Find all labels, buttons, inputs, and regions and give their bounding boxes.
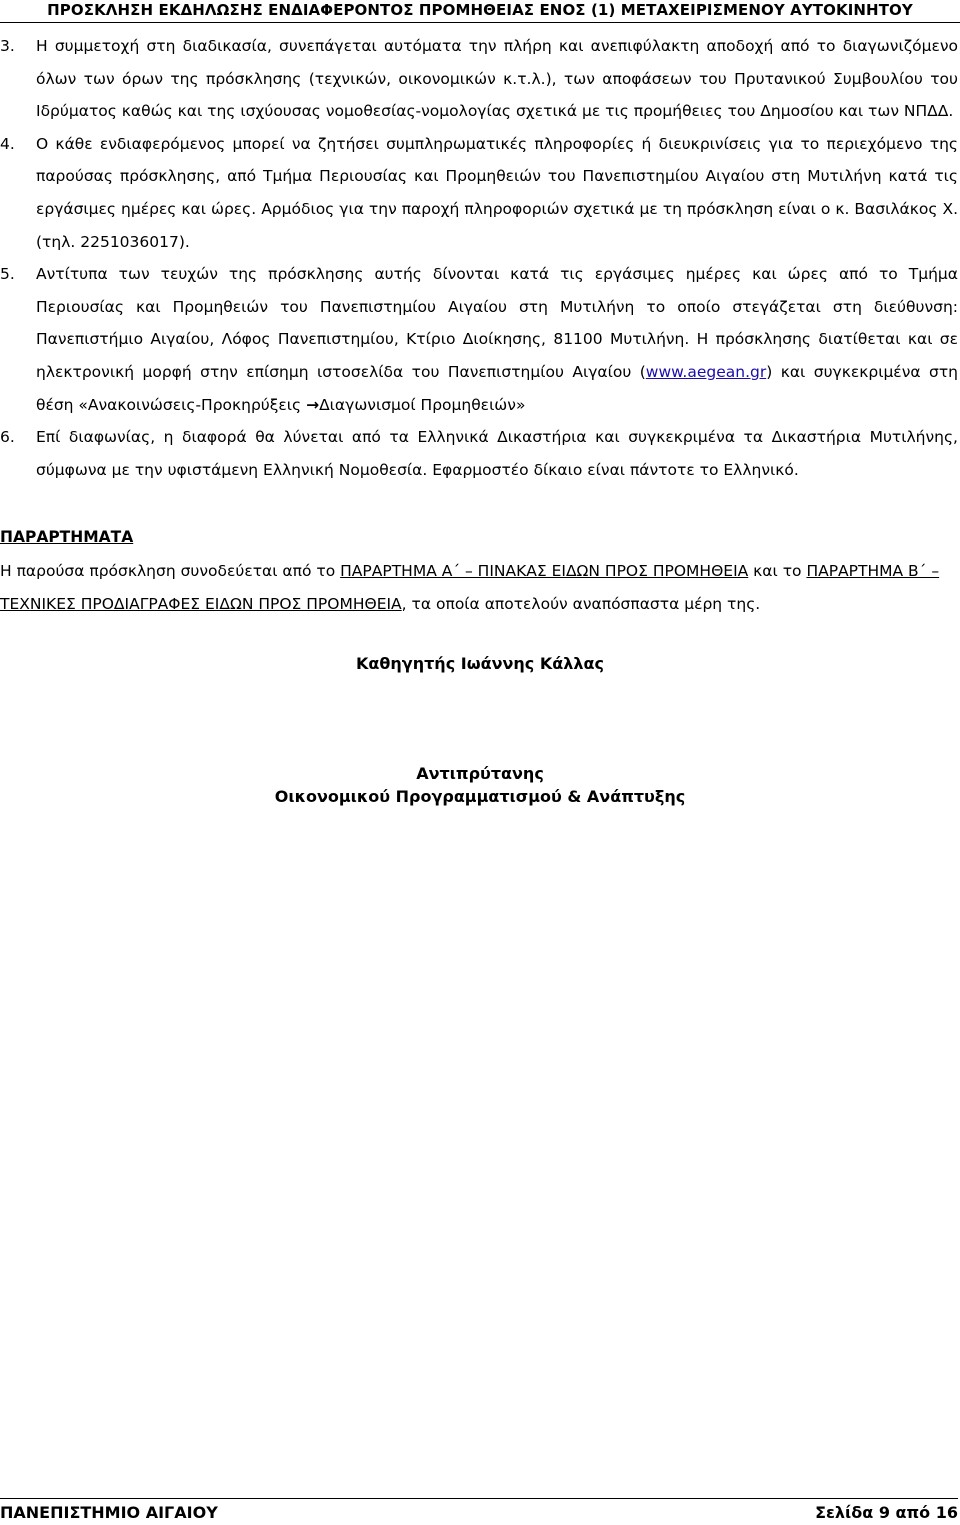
item-number: 6.	[0, 428, 15, 447]
page-footer	[0, 1498, 958, 1523]
list-item-3	[0, 30, 958, 128]
appendices-section	[0, 524, 958, 621]
item-text-end: Διαγωνισμοί Προμηθειών»	[319, 395, 526, 414]
signatory-role-line2: Οικονομικού Προγραμματισμού & Ανάπτυξης	[274, 787, 686, 806]
item-number: 4.	[0, 134, 15, 153]
list-item-5	[0, 258, 958, 421]
item-number: 3.	[0, 37, 15, 55]
page-header	[0, 0, 960, 23]
signatory-role	[0, 762, 960, 808]
item-text: Επί διαφωνίας, η διαφορά θα λύνεται από τα Ελληνικά Δικαστήρια και συγκεκριμένα τα Δικαστήρια Μυτιλήνης, σύμφωνα με την υφιστάμενη Ελληνική Νομοθεσία. Εφαρμοστέο δίκαιο είναι πάντοτε το Ελληνικό.	[36, 428, 958, 479]
aegean-website-link[interactable]: www.aegean.gr	[645, 362, 767, 381]
signatory-role-line1: Αντιπρύτανης	[416, 764, 544, 783]
appendices-text	[0, 555, 958, 621]
item-text: Ο κάθε ενδιαφερόμενος μπορεί να ζητήσει συμπληρωματικές πληροφορίες ή διευκρινίσεις για το περιεχόμενο της παρούσας πρόσκλησης, από Τμήμα Περιουσίας και Προμηθειών του Πανεπιστημίου Αιγαίου στη Μυτιλήνη κατά τις εργάσιμες ημέρες και ώρες. Αρμόδιος για την παροχή πληροφοριών σχετικά με τη πρόσκληση είναι ο κ. Βασιλάκος Χ. (τηλ. 2251036017).	[36, 134, 958, 251]
appendices-text-c: , τα οποία αποτελούν αναπόσπαστα μέρη της.	[401, 595, 761, 613]
footer-page-number: Σελίδα 9 από 16	[815, 1503, 958, 1522]
signatory-name: Καθηγητής Ιωάννης Κάλλας	[356, 654, 604, 673]
annex-b-label: ΠΑΡΑΡΤΗΜΑ Β΄ – ΤΕΧΝΙΚΕΣ ΠΡΟΔΙΑΓΡΑΦΕΣ ΕΙΔΩΝ ΠΡΟΣ ΠΡΟΜΗΘΕΙΑ	[0, 562, 940, 613]
footer-university: ΠΑΝΕΠΙΣΤΗΜΙΟ ΑΙΓΑΙΟΥ	[0, 1503, 218, 1522]
item-text-after: ) και συγκεκριμένα στη θέση «Ανακοινώσεις-Προκηρύξεις	[36, 362, 958, 414]
item-text	[36, 258, 958, 421]
list-item-4	[0, 128, 958, 258]
header-title: ΠΡΟΣΚΛΗΣΗ ΕΚΔΗΛΩΣΗΣ ΕΝΔΙΑΦΕΡΟΝΤΟΣ ΠΡΟΜΗΘΕΙΑΣ ΕΝΟΣ (1) ΜΕΤΑΧΕΙΡΙΣΜΕΝΟΥ ΑΥΤΟΚΙΝΗΤΟΥ	[47, 1, 913, 19]
appendices-title: ΠΑΡΑΡΤΗΜΑΤΑ	[0, 528, 134, 546]
arrow-right-icon: →	[306, 395, 320, 414]
terms-list	[0, 30, 958, 486]
item-number: 5.	[0, 265, 15, 284]
annex-a-label: ΠΑΡΑΡΤΗΜΑ Α΄ – ΠΙΝΑΚΑΣ ΕΙΔΩΝ ΠΡΟΣ ΠΡΟΜΗΘΕΙΑ	[340, 562, 749, 580]
appendices-text-b: και το	[748, 562, 807, 580]
item-text-before: Αντίτυπα των τευχών της πρόσκλησης αυτής δίνονται κατά τις εργάσιμες ημέρες και ώρες από το Τμήμα Περιουσίας και Προμηθειών του Πανεπιστημίου Αιγαίου στη Μυτιλήνη το οποίο στεγάζεται στη διεύθυνση: Πανεπιστήμιο Αιγαίου, Λόφος Πανεπιστημίου, Κτίριο Διοίκησης, 81100 Μυτιλήνη. Η πρόσκλησης διατίθεται και σε ηλεκτρονική μορφή στην επίσημη ιστοσελίδα του Πανεπιστημίου Αιγαίου (	[36, 265, 958, 381]
item-text: Η συμμετοχή στη διαδικασία, συνεπάγεται αυτόματα την πλήρη και ανεπιφύλακτη αποδοχή από το διαγωνιζόμενο όλων των όρων της πρόσκλησης (τεχνικών, οικονομικών κ.τ.λ.), των αποφάσεων του Πρυτανικού Συμβουλίου του Ιδρύματος καθώς και της ισχύουσας νομοθεσίας-νομολογίας σχετικά με τις προμήθειες του Δημοσίου και των ΝΠΔΔ.	[36, 37, 958, 121]
appendices-text-a: Η παρούσα πρόσκληση συνοδεύεται από το	[0, 562, 341, 580]
list-item-6	[0, 421, 958, 486]
